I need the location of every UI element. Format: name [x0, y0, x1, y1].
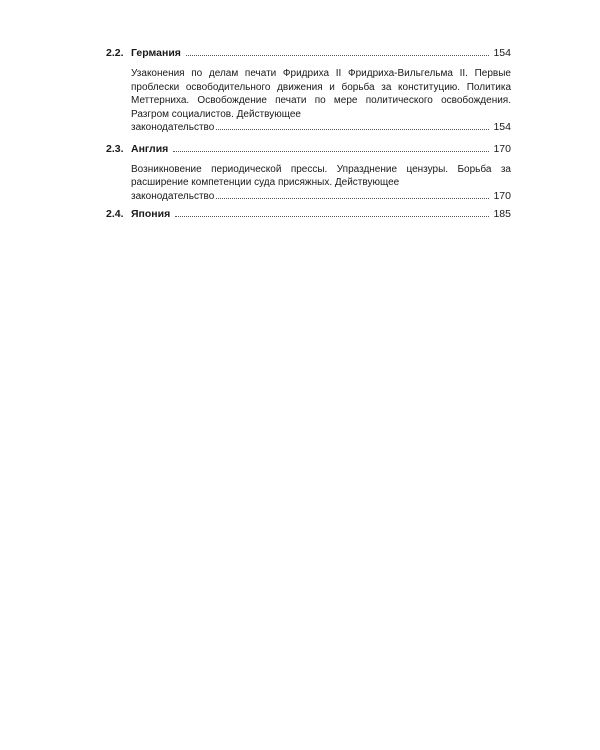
toc-section-germany	[106, 46, 511, 135]
section-number: 2.3.	[106, 142, 124, 155]
dot-leader	[175, 215, 489, 217]
page-number: 170	[493, 142, 511, 155]
section-title: Япония	[131, 208, 171, 220]
description-last-text: законодательство	[131, 190, 215, 202]
dot-leader	[216, 128, 489, 130]
description-last-text: законодательство	[131, 122, 215, 133]
description-text: Возникновение периодической прессы. Упразднение цензуры. Борьба за расширение компетенции суда присяжных. Действующее	[131, 163, 511, 188]
dot-leader	[216, 197, 489, 199]
section-number: 2.4.	[106, 208, 124, 220]
section-title: Германия	[131, 47, 181, 59]
section-description	[131, 67, 511, 135]
toc-entry[interactable]	[106, 207, 511, 221]
toc-entry[interactable]	[106, 142, 511, 156]
dot-leader	[186, 54, 490, 56]
page-number: 170	[493, 189, 511, 202]
table-of-contents	[106, 46, 511, 221]
page-number: 185	[493, 208, 511, 220]
section-title: Англия	[131, 142, 169, 155]
dot-leader	[173, 150, 489, 152]
page-number: 154	[493, 121, 511, 133]
section-number: 2.2.	[106, 47, 124, 59]
description-last-line	[131, 121, 511, 135]
toc-section-england	[106, 142, 511, 204]
description-text: Узаконения по делам печати Фридриха II Фридриха-Вильгельма II. Первые проблески освободительного движения и борьба за конституцию. Политика Меттерниха. Освобождение печати по мере политического освобождения. Разгром социалистов. Действующее	[131, 68, 511, 120]
page-number: 154	[493, 47, 511, 59]
description-last-line	[131, 190, 511, 204]
section-description	[131, 163, 511, 204]
toc-section-japan	[106, 207, 511, 221]
toc-entry[interactable]	[106, 46, 511, 60]
